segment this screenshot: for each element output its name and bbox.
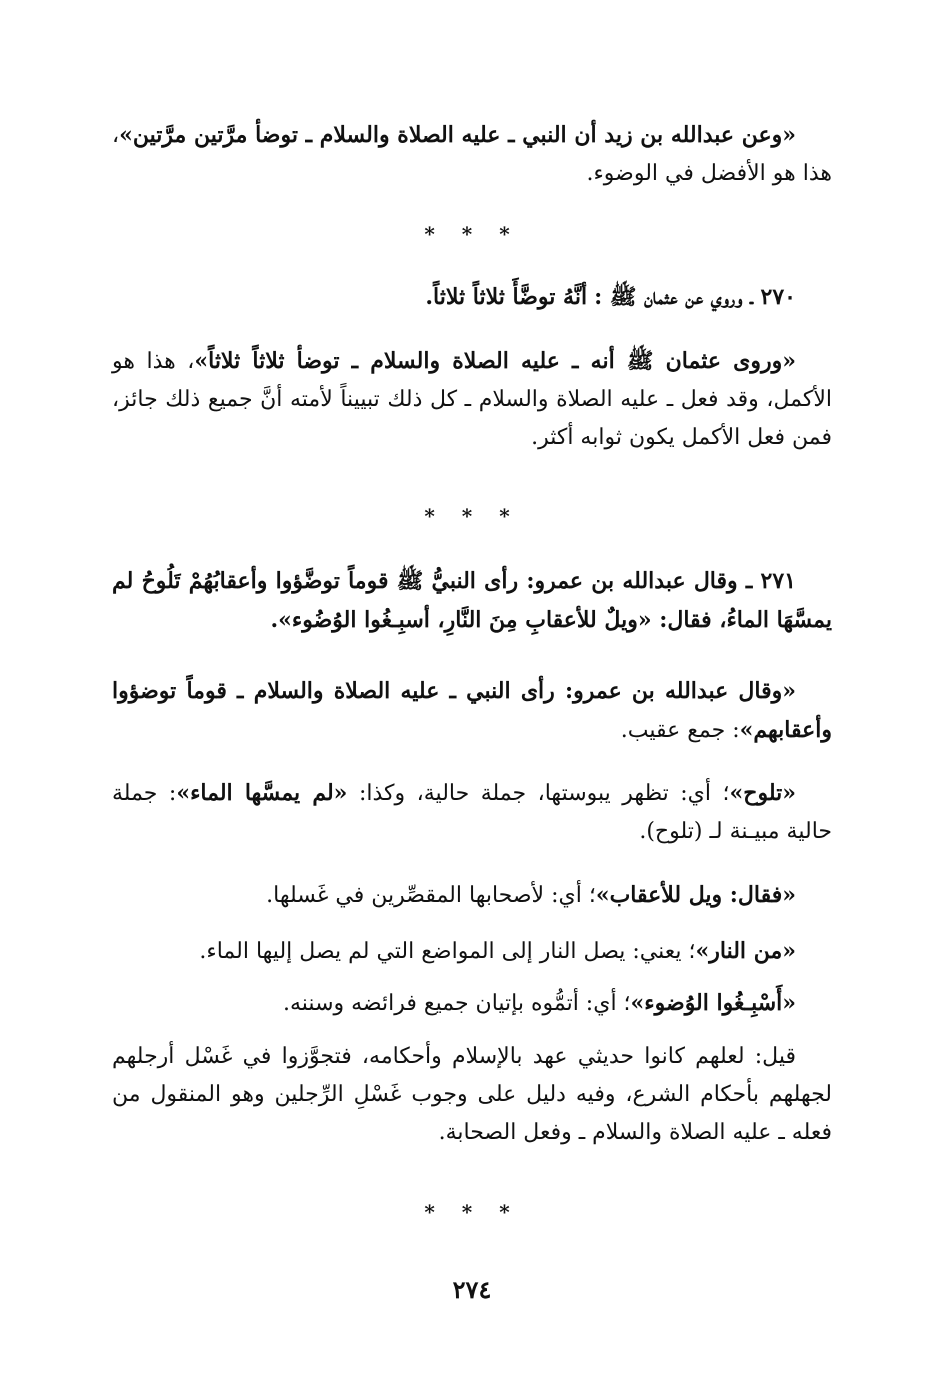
commentary-text: ، هذا هو الأكمل، وقد فعل ـ عليه الصلاة والسلام ـ كل ذلك تبييناً لأمته أنَّ جميع ذلك جائز، فمن فعل الأكمل يكون ثوابه أكثر. xyxy=(112,349,832,450)
paragraph-3 xyxy=(112,672,832,750)
commentary-text: ؛ أي: أتمُّوه بإتيان جميع فرائضه وسننه. xyxy=(283,991,631,1016)
commentary-text: قيل: لعلهم كانوا حديثي عهد بالإسلام وأحكامه، فتجوَّزوا في غَسْل أرجلهم لجهلهم بأحكام الشرع، وفيه دليل على وجوب غَسْلِ الرِّجلين وهو المنقول من فعله ـ عليه الصلاة والسلام ـ وفعل الصحابة. xyxy=(112,1044,832,1145)
term-2: «لم يمسَّها الماء» xyxy=(176,780,348,806)
term: «أَسْبِـغُوا الوُضوء» xyxy=(630,990,796,1016)
paragraph-2 xyxy=(112,342,832,457)
section-separator: * * * xyxy=(424,504,520,528)
commentary-text: : جمع عقيب. xyxy=(620,718,740,743)
commentary-text: ؛ أي: لأصحابها المقصِّرين في غَسلها. xyxy=(266,883,596,908)
term-1: «تلوح» xyxy=(729,780,796,806)
hadith-text: ٢٧١ ـ وقال عبدالله بن عمرو: رأى النبيُّ ﷺ قوماً توضَّؤوا وأعقابُهُمْ تَلُوحُ لم يمسَّهَا الماءُ، فقال: «ويلٌ للأعقابِ مِنَ النَّارِ، أسبِـغُوا الوُضُوء». xyxy=(112,568,832,633)
quoted-hadith: «وعن عبدالله بن زيد أن النبي ـ عليه الصلاة والسلام ـ توضأ مرَّتين مرَّتين» xyxy=(119,122,796,148)
paragraph-5 xyxy=(112,876,832,915)
page-number: ٢٧٤ xyxy=(452,1275,492,1304)
paragraph-4 xyxy=(112,774,832,851)
hadith-271 xyxy=(112,562,832,640)
hadith-text: أنَّهُ توضَّأَ ثلاثاً ثلاثاً. xyxy=(425,284,588,310)
section-separator: * * * xyxy=(424,222,520,246)
commentary-text: ؛ يعني: يصل النار إلى المواضع التي لم يصل إليها الماء. xyxy=(199,939,696,964)
term: «فقال: ويل للأعقاب» xyxy=(595,882,796,908)
hadith-270 xyxy=(112,278,832,317)
term: «من النار» xyxy=(695,938,796,964)
commentary-text: ؛ أي: تظهر يبوستها، جملة حالية، وكذا: xyxy=(358,781,730,806)
commentary-text-end: : جملة حالية مبيـنة لـ (تلوح). xyxy=(112,781,832,844)
quoted-hadith: «وقال عبدالله بن عمرو: رأى النبي ـ عليه الصلاة والسلام ـ قوماً توضؤوا وأعقابهم» xyxy=(112,678,832,743)
commentary-text: ، هذا هو الأفضل في الوضوء. xyxy=(112,123,832,186)
paragraph-1 xyxy=(112,116,832,193)
section-separator: * * * xyxy=(424,1200,520,1224)
paragraph-8 xyxy=(112,1038,832,1152)
hadith-number: ٢٧٠ ـ وروي عن عثمان ﷺ : xyxy=(594,284,796,310)
paragraph-7 xyxy=(112,984,832,1023)
paragraph-6 xyxy=(112,932,832,971)
quoted-hadith: «وروى عثمان ﷺ أنه ـ عليه الصلاة والسلام ـ توضأ ثلاثاً ثلاثاً» xyxy=(194,348,796,374)
